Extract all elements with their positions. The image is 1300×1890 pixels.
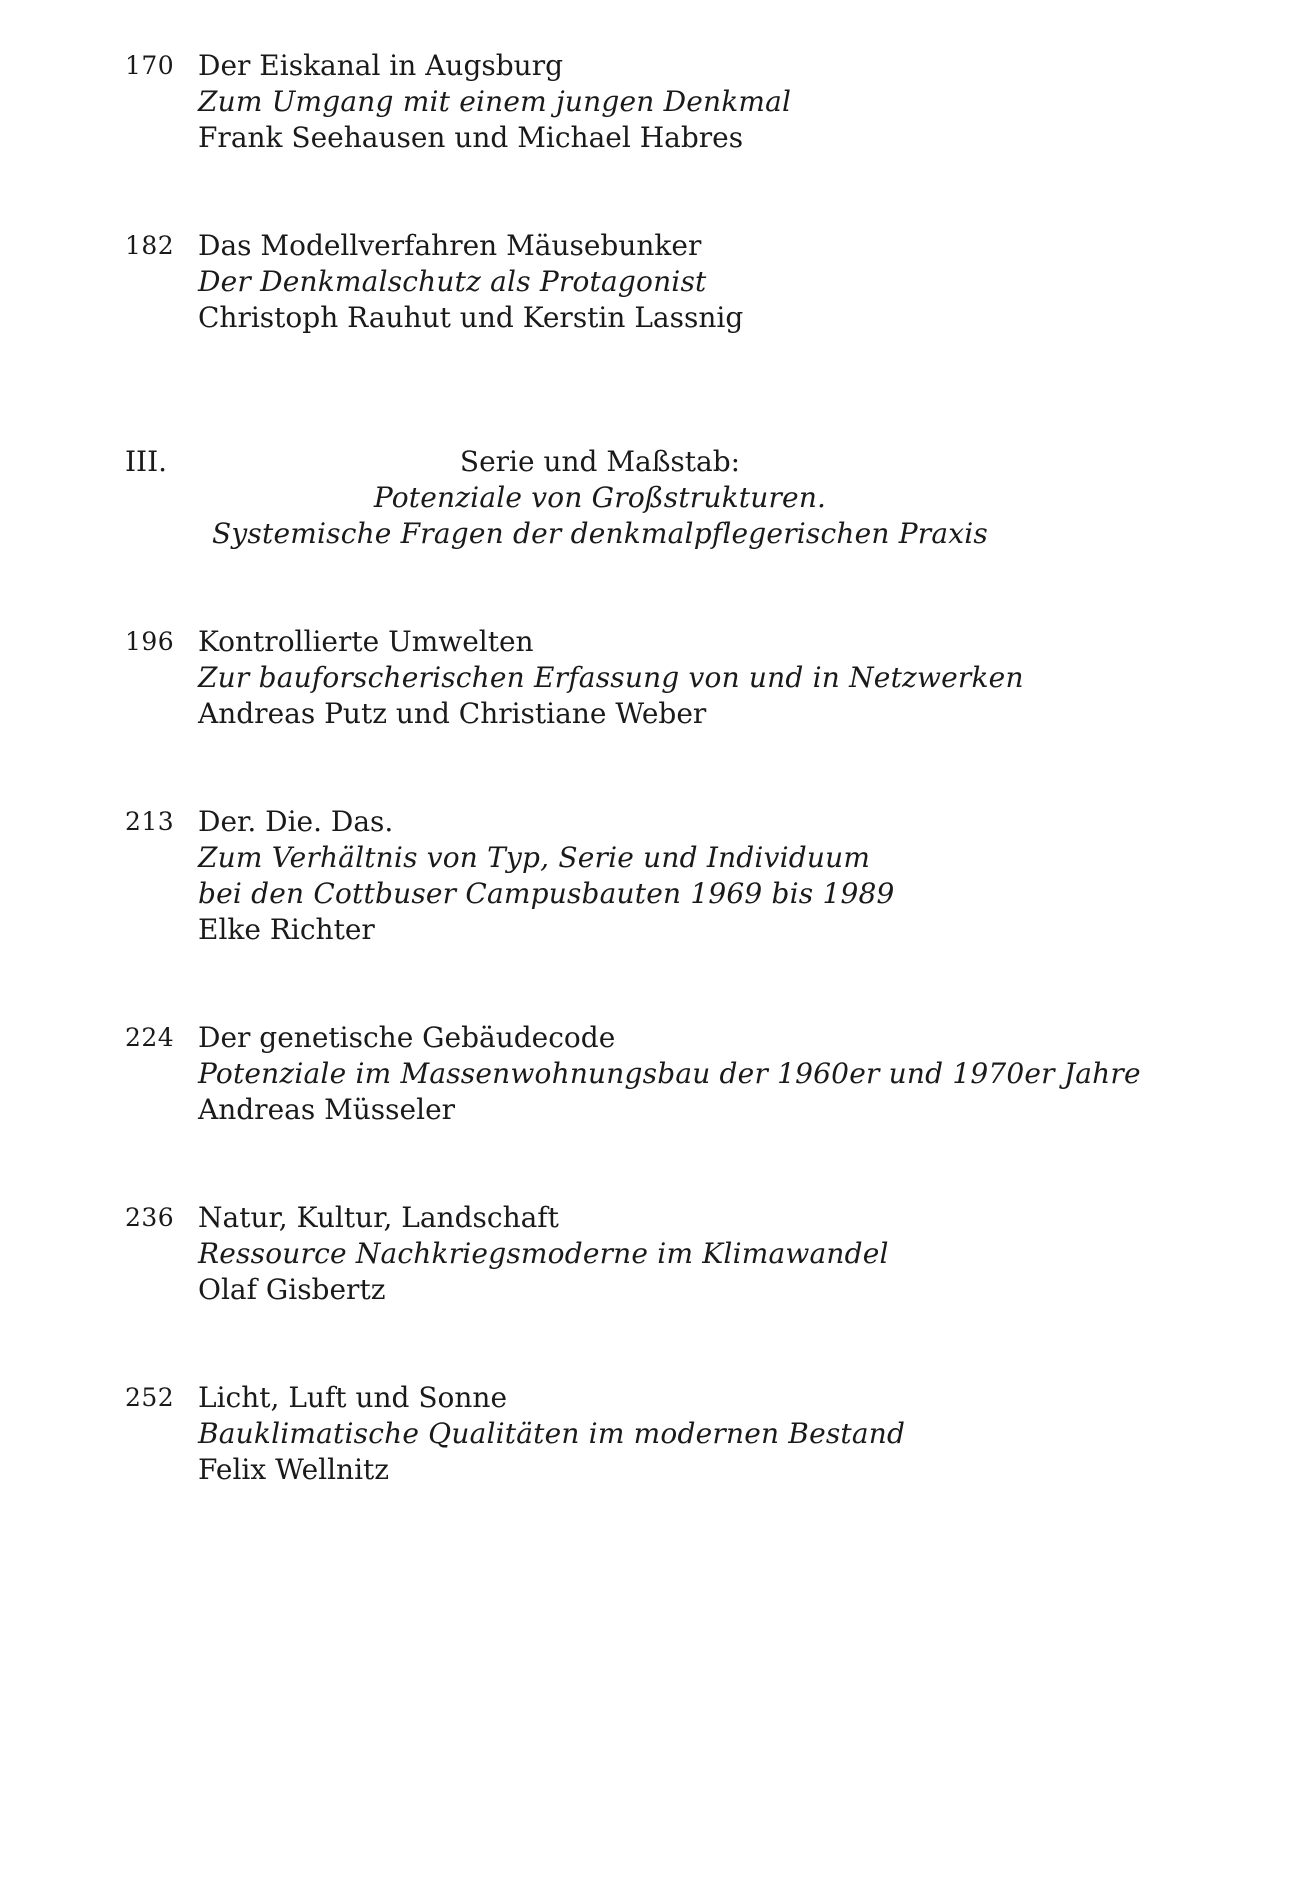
entry-subtitle: Zur bauforscherischen Erfassung von und in Netzwerken — [198, 661, 1024, 694]
entry-subtitle: Potenziale im Massenwohnungsbau der 1960er und 1970er Jahre — [198, 1057, 1141, 1090]
entry-title: Licht, Luft und Sonne — [198, 1381, 508, 1414]
entry-authors: Frank Seehausen und Michael Habres — [198, 121, 744, 154]
entry-subtitle: Zum Verhältnis von Typ, Serie und Individuum — [198, 841, 871, 874]
section-title: Serie und Maßstab: — [459, 445, 741, 478]
page-number: 236 — [125, 1203, 175, 1232]
section-subtitle-line: Potenziale von Großstrukturen. — [373, 481, 827, 514]
entry-subtitle: bei den Cottbuser Campusbauten 1969 bis 1989 — [198, 877, 895, 910]
page-number: 213 — [125, 807, 175, 836]
section-number: III. — [125, 445, 168, 478]
entry-subtitle: Zum Umgang mit einem jungen Denkmal — [198, 85, 792, 118]
entry-subtitle: Bauklimatische Qualitäten im modernen Bestand — [198, 1417, 906, 1450]
page-number: 196 — [125, 627, 175, 656]
entry-authors: Olaf Gisbertz — [198, 1273, 386, 1306]
page-number: 182 — [125, 231, 175, 260]
entry-authors: Andreas Müsseler — [198, 1093, 456, 1126]
section-subtitle-line: Systemische Fragen der denkmalpflegerischen Praxis — [212, 517, 988, 550]
entry-subtitle: Der Denkmalschutz als Protagonist — [198, 265, 707, 298]
page-number: 170 — [125, 51, 175, 80]
entry-title: Kontrollierte Umwelten — [198, 625, 534, 658]
entry-title: Das Modellverfahren Mäusebunker — [198, 229, 702, 262]
entry-title: Der genetische Gebäudecode — [198, 1021, 616, 1054]
entry-title: Natur, Kultur, Landschaft — [198, 1201, 559, 1234]
entry-authors: Felix Wellnitz — [198, 1453, 390, 1486]
page-number: 252 — [125, 1383, 175, 1412]
entry-authors: Andreas Putz und Christiane Weber — [198, 697, 707, 730]
page-number: 224 — [125, 1023, 175, 1052]
entry-authors: Christoph Rauhut und Kerstin Lassnig — [198, 301, 744, 334]
entry-title: Der. Die. Das. — [198, 805, 394, 838]
entry-title: Der Eiskanal in Augsburg — [198, 49, 564, 82]
entry-authors: Elke Richter — [198, 913, 375, 946]
entry-subtitle: Ressource Nachkriegsmoderne im Klimawandel — [198, 1237, 889, 1270]
